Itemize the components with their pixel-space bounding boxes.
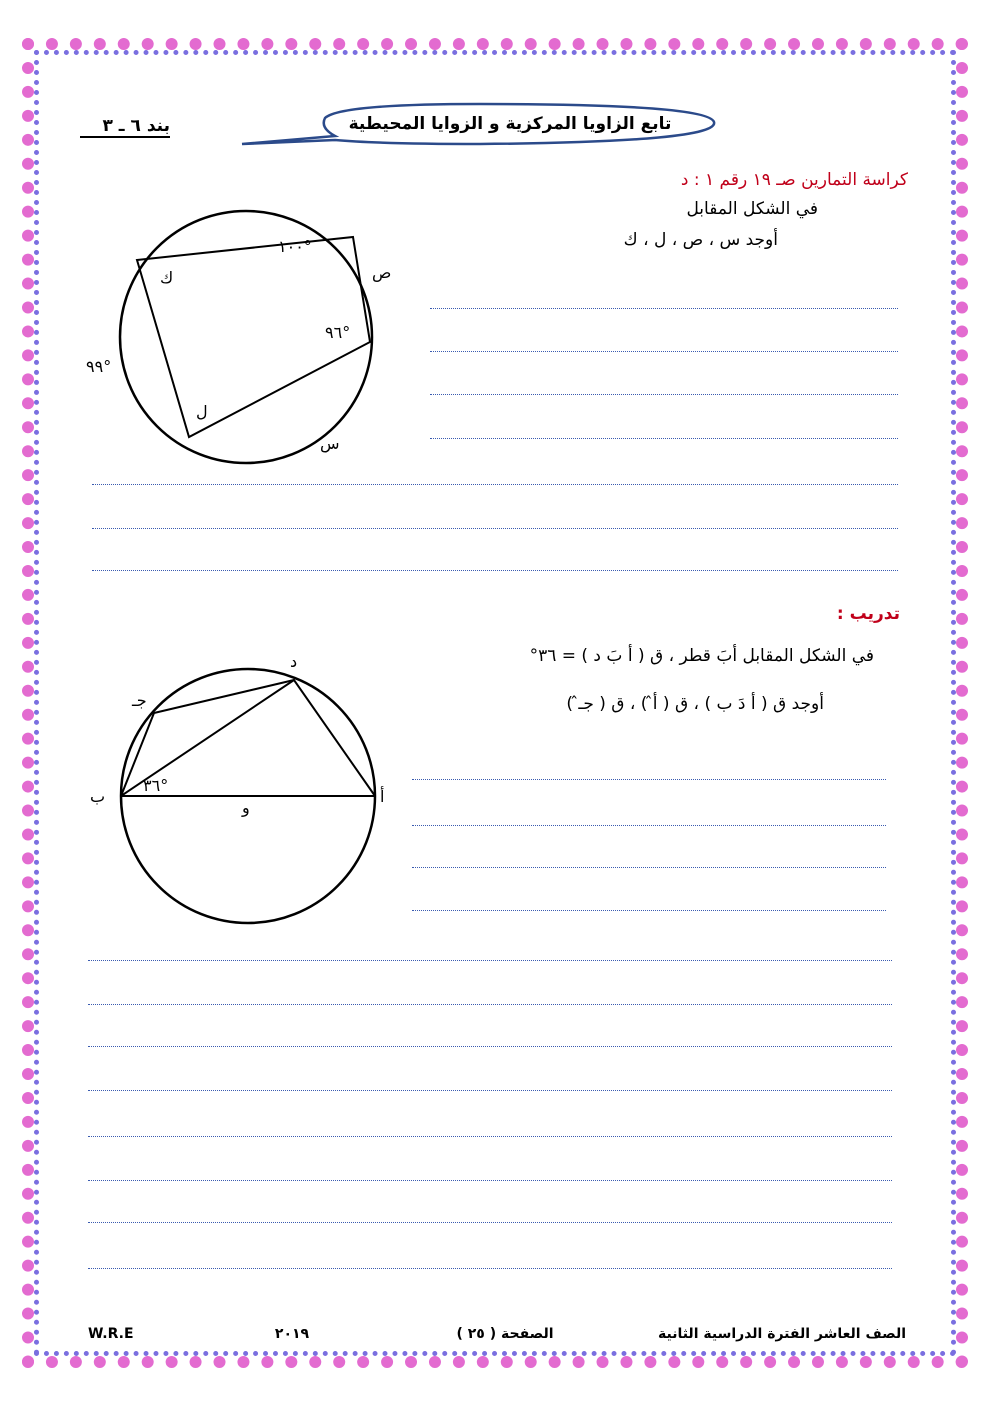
footer-grade: الصف العاشر الفترة الدراسية الثانية — [658, 1326, 906, 1342]
figure2-label-o: و — [242, 798, 250, 817]
footer-year: ٢٠١٩ — [274, 1326, 310, 1342]
exercise2-line1: في الشكل المقابل أبَ قطر ، ق ( أ بَ د ) = ٣٦° — [529, 646, 874, 666]
footer-author: W.R.E — [88, 1326, 134, 1342]
figure2-circle-diameter — [80, 650, 400, 930]
answer-line[interactable] — [88, 1004, 892, 1005]
answer-line[interactable] — [430, 394, 898, 395]
answer-line[interactable] — [88, 1090, 892, 1091]
figure2-angle-b: ٣٦° — [143, 776, 169, 795]
figure1-label-k: ك — [160, 268, 174, 287]
exercise1-task: أوجد س ، ص ، ل ، ك — [623, 230, 778, 250]
figure1-angle-top: ١٠٠° — [278, 237, 312, 256]
page-title: تابع الزاويا المركزية و الزوايا المحيطية — [348, 114, 672, 134]
answer-line[interactable] — [430, 351, 898, 352]
figure2-label-d: د — [290, 652, 298, 671]
answer-line[interactable] — [92, 528, 898, 529]
exercise1-intro: في الشكل المقابل — [686, 199, 818, 219]
answer-line[interactable] — [88, 1268, 892, 1269]
answer-line[interactable] — [430, 308, 898, 309]
exercise2-heading: تدريب : — [836, 604, 900, 624]
figure1-label-l: ل — [196, 402, 208, 421]
answer-line[interactable] — [412, 910, 886, 911]
answer-line[interactable] — [412, 867, 886, 868]
answer-line[interactable] — [88, 960, 892, 961]
answer-line[interactable] — [88, 1136, 892, 1137]
figure1-angle-left: ٩٩° — [86, 357, 112, 376]
answer-line[interactable] — [88, 1222, 892, 1223]
footer-page-number: الصفحة ( ٢٥ ) — [456, 1326, 554, 1342]
figure1-label-s-bottom: س — [320, 434, 340, 453]
answer-line[interactable] — [88, 1046, 892, 1047]
answer-line[interactable] — [430, 438, 898, 439]
answer-line[interactable] — [92, 484, 898, 485]
exercise1-reference: كراسة التمارين صـ ١٩ رقم ١ : د — [680, 170, 908, 190]
figure1-cyclic-quadrilateral — [80, 200, 410, 470]
answer-line[interactable] — [88, 1180, 892, 1181]
exercise2-line2: أوجد ق ( أ دَ ب ) ، ق ( أ̂ ) ، ق ( جـ̂ ) — [566, 694, 824, 714]
figure2-label-a: أ — [380, 787, 385, 806]
answer-line[interactable] — [412, 825, 886, 826]
figure1-label-s-top: ص — [372, 263, 392, 282]
section-label: بند ٦ ـ ٣ — [80, 116, 170, 138]
answer-line[interactable] — [412, 779, 886, 780]
figure2-label-j: جـ — [132, 691, 147, 710]
figure1-angle-right: ٩٦° — [325, 323, 351, 342]
answer-line[interactable] — [92, 570, 898, 571]
figure2-label-b: ب — [90, 787, 106, 806]
